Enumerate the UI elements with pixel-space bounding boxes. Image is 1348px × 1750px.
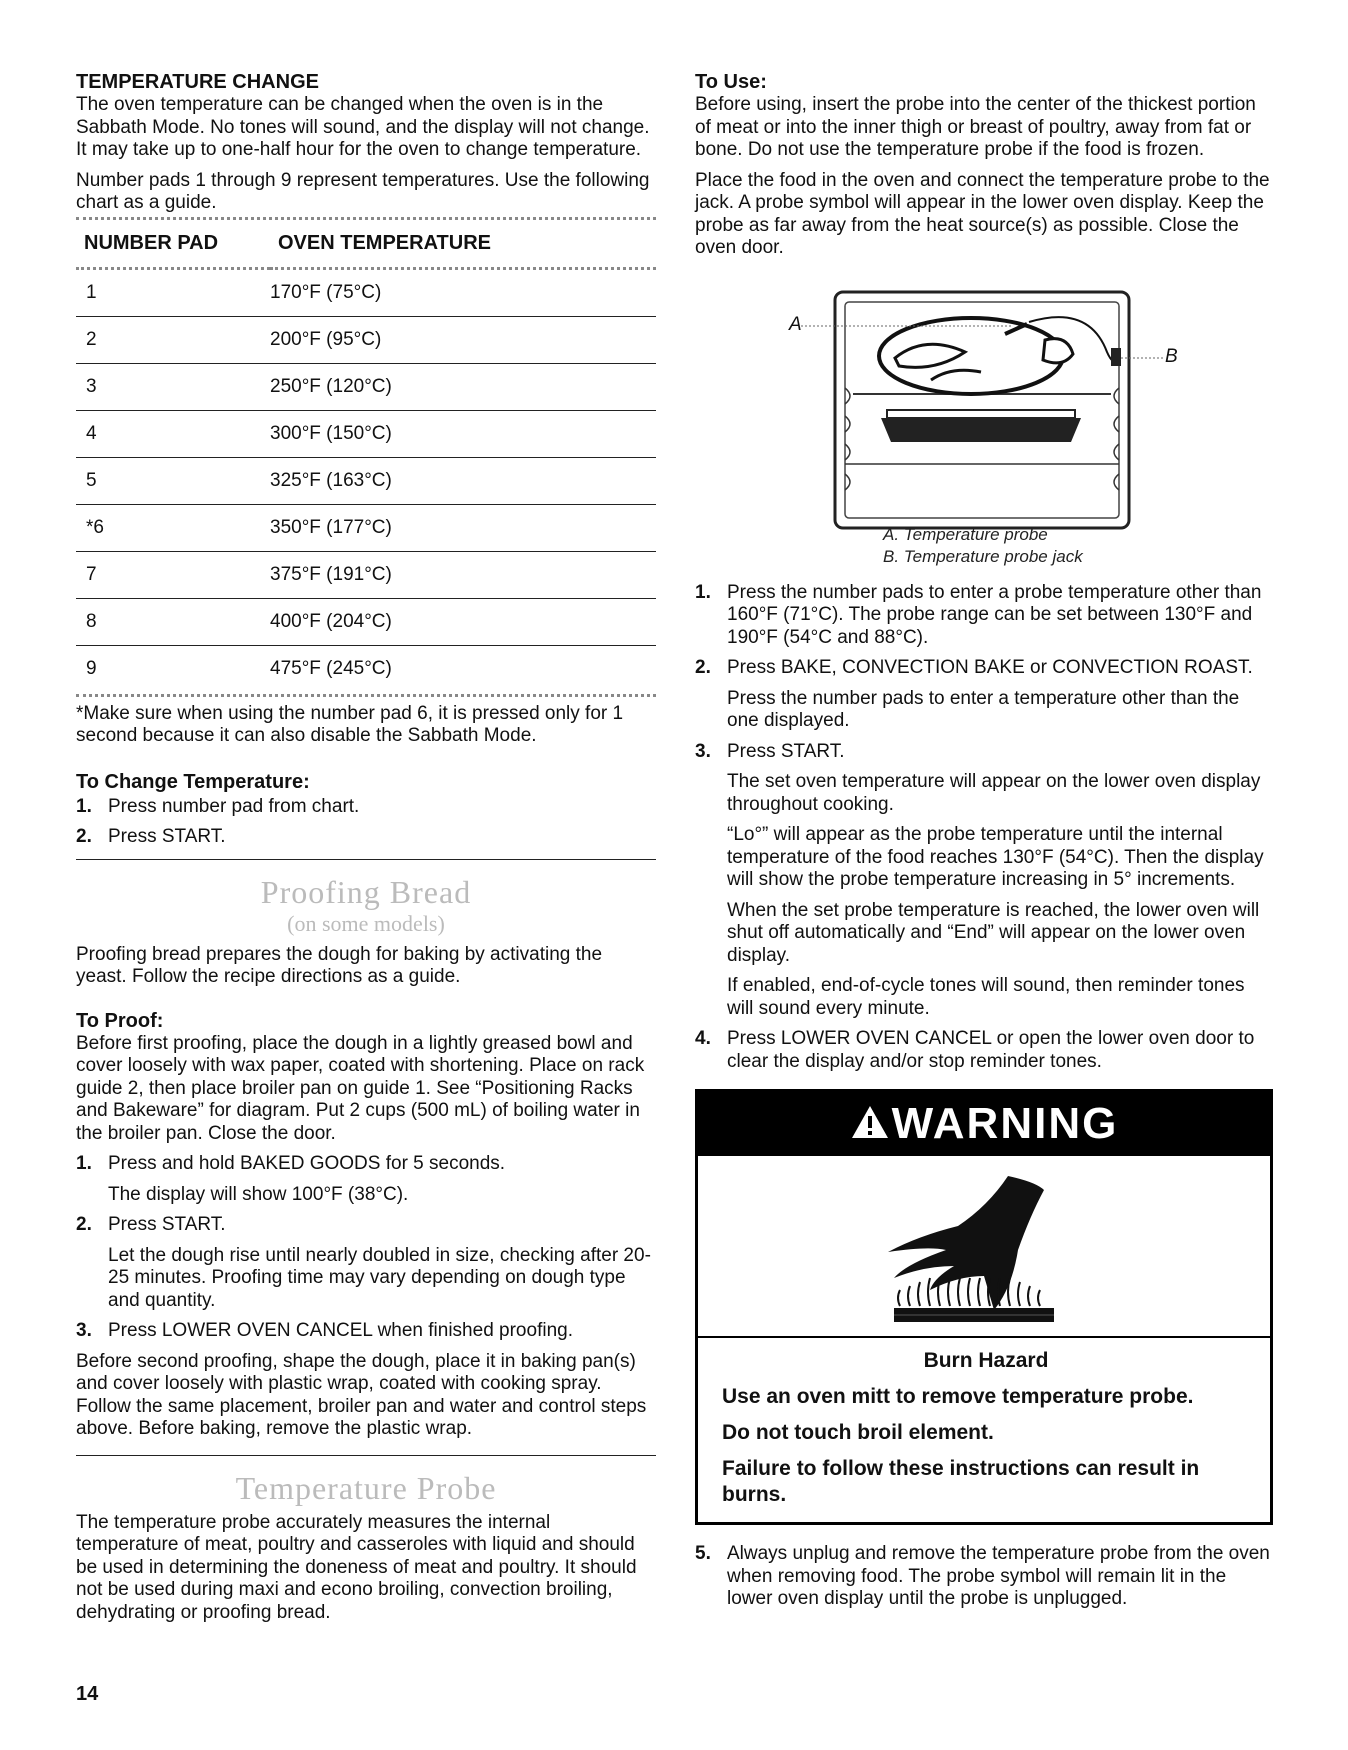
warning-box [695, 1089, 1273, 1525]
list-item: 3. Press START. The set oven temperature will appear on the lower oven display throughout cooking. “Lo°” will appear as the probe temperature until the internal temperature of the food reaches 130°F (54°C). Then the display will show the probe temperature increasing in 5° increments. When the set probe temperature is reached, the lower oven will shut off automatically and “End” will appear on the lower oven display. If enabled, end-of-cycle tones will sound, then reminder tones will sound every minute. [695, 740, 1264, 1019]
list-item: 1. Press number pad from chart. [76, 795, 360, 817]
caption-temperature-probe: A. Temperature probe [883, 524, 1048, 544]
to-use-paragraph-1: Before using, insert the probe into the center of the thickest portion of meat or into the inner thigh or breast of poultry, away from fat or bone. Do not use the temperature probe if the food is frozen. [695, 94, 1256, 160]
list-item: 2. Press BAKE, CONVECTION BAKE or CONVECTION ROAST. Press the number pads to enter a temperature other than the one displayed. [695, 657, 1253, 731]
number-pad-cell: 1 [76, 268, 270, 316]
table-row [76, 551, 656, 598]
warning-line-2: Do not touch broil element. [722, 1421, 994, 1444]
number-pad-cell: *6 [76, 504, 270, 551]
oven-temperature-cell: 325°F (163°C) [270, 457, 656, 504]
oven-temperature-cell: 375°F (191°C) [270, 551, 656, 598]
change-temperature-heading: To Change Temperature: [76, 770, 310, 793]
caption-temperature-probe-jack: B. Temperature probe jack [883, 546, 1083, 566]
to-use-heading: To Use: [695, 71, 767, 93]
warning-text [698, 1338, 1270, 1522]
to-proof-intro: Before first proofing, place the dough in a lightly greased bowl and cover loosely with wax paper, coated with shortening. Place on rack guide 2, then place broiler pan on guide 1. See “Positioning Racks and Bakeware” for diagram. Put 2 cups (500 mL) of boiling water in the broiler pan. Close the door. [76, 1032, 645, 1144]
section-divider [76, 1455, 656, 1456]
warning-line-3: Failure to follow these instructions can result in burns. [722, 1457, 1200, 1506]
table-row [76, 645, 656, 692]
proofing-bread-title: Proofing Bread [260, 873, 472, 910]
warning-line-1: Use an oven mitt to remove temperature probe. [722, 1385, 1194, 1408]
oven-temperature-cell: 400°F (204°C) [270, 598, 656, 645]
temperature-probe-title: Temperature Probe [235, 1469, 497, 1506]
oven-probe-figure [695, 268, 1273, 568]
table-footnote: *Make sure when using the number pad 6, it is pressed only for 1 second because it can also disable the Sabbath Mode. [76, 702, 624, 746]
number-pad-cell: 8 [76, 598, 270, 645]
number-pad-cell: 7 [76, 551, 270, 598]
number-pad-cell: 3 [76, 363, 270, 410]
proofing-intro: Proofing bread prepares the dough for baking by activating the yeast. Follow the recipe directions as a guide. [76, 943, 603, 987]
to-proof-heading: To Proof: [76, 1009, 164, 1032]
oven-temperature-cell: 250°F (120°C) [270, 363, 656, 410]
change-temperature-steps [76, 796, 656, 849]
col-oven-temperature: OVEN TEMPERATURE [278, 231, 491, 254]
second-proofing-paragraph: Before second proofing, shape the dough, place it in baking pan(s) and cover loosely with plastic wrap, coated with cooking spray. Follow the same placement, broiler pan and water and control steps above. Before baking, remove the plastic wrap. [76, 1350, 647, 1439]
number-pad-cell: 9 [86, 657, 97, 679]
right-column [695, 70, 1273, 1619]
oven-temperature-cell: 475°F (245°C) [270, 657, 392, 679]
list-item: 1. Press and hold BAKED GOODS for 5 seconds. The display will show 100°F (38°C). [76, 1153, 506, 1205]
oven-temperature-cell: 170°F (75°C) [270, 268, 656, 316]
section-divider [76, 859, 656, 860]
burn-hazard-title: Burn Hazard [923, 1349, 1049, 1372]
table-row [76, 316, 656, 363]
oven-temperature-cell: 350°F (177°C) [270, 504, 656, 551]
warning-header: WARNING [698, 1092, 1270, 1156]
temperature-table-body [76, 268, 656, 692]
number-pad-cell: 4 [76, 410, 270, 457]
to-use-paragraph-2: Place the food in the oven and connect the temperature probe to the jack. A probe symbol will appear in the lower oven display. Keep the probe as far away from the heat source(s) as possible. Close the oven door. [695, 169, 1270, 258]
hand-over-heating-element-icon [698, 1156, 1276, 1336]
table-row [76, 457, 656, 504]
list-item: 3. Press LOWER OVEN CANCEL when finished proofing. [76, 1320, 573, 1341]
list-item: 2. Press START. Let the dough rise until nearly doubled in size, checking after 20-25 minutes. Proofing time may vary depending on dough type and quantity. [76, 1214, 651, 1311]
list-item: 4. Press LOWER OVEN CANCEL or open the lower oven door to clear the display and/or stop reminder tones. [695, 1028, 1255, 1072]
proofing-steps [76, 1153, 656, 1343]
table-header-row [76, 222, 656, 267]
list-item: 5. Always unplug and remove the temperature probe from the oven when removing food. The probe symbol will remain lit in the lower oven display until the probe is unplugged. [695, 1543, 1270, 1609]
table-top-divider [76, 217, 656, 220]
table-row [76, 598, 656, 645]
oven-temperature-cell: 200°F (95°C) [270, 316, 656, 363]
proofing-bread-subtitle: (on some models) [287, 910, 445, 936]
probe-label-a: A [789, 313, 802, 335]
temperature-change-heading: TEMPERATURE CHANGE [76, 71, 319, 93]
oven-diagram [695, 278, 1273, 534]
probe-steps [695, 582, 1273, 1074]
probe-jack-label-b: B [1165, 345, 1178, 367]
burn-hazard-illustration [698, 1156, 1270, 1338]
table-bottom-divider [76, 694, 656, 697]
table-row [76, 504, 656, 551]
warning-triangle-icon [850, 1104, 890, 1140]
table-row [76, 268, 656, 316]
oven-temperature-cell: 300°F (150°C) [270, 410, 656, 457]
list-item: 2. Press START. [76, 826, 226, 847]
page-number: 14 [76, 1683, 99, 1705]
left-column [76, 70, 656, 1632]
temperature-probe-intro: The temperature probe accurately measures the internal temperature of meat, poultry and casseroles with liquid and should be used in determining the doneness of meat and poultry. It should not be used during maxi and econo broiling, convection broiling, dehydrating or proofing bread. [76, 1511, 637, 1623]
temperature-change-paragraph: The oven temperature can be changed when the oven is in the Sabbath Mode. No tones will sound, and the display will not change. It may take up to one-half hour for the oven to change temperature. [76, 94, 650, 160]
number-pad-intro: Number pads 1 through 9 represent temperatures. Use the following chart as a guide. [76, 169, 650, 213]
number-pad-cell: 5 [76, 457, 270, 504]
table-row [76, 363, 656, 410]
list-item: 1. Press the number pads to enter a probe temperature other than 160°F (71°C). The probe range can be set between 130°F and 190°F (54°C and 88°C). [695, 581, 1262, 648]
temperature-table [76, 222, 656, 692]
table-row [76, 410, 656, 457]
number-pad-cell: 2 [76, 316, 270, 363]
col-number-pad: NUMBER PAD [84, 231, 219, 254]
